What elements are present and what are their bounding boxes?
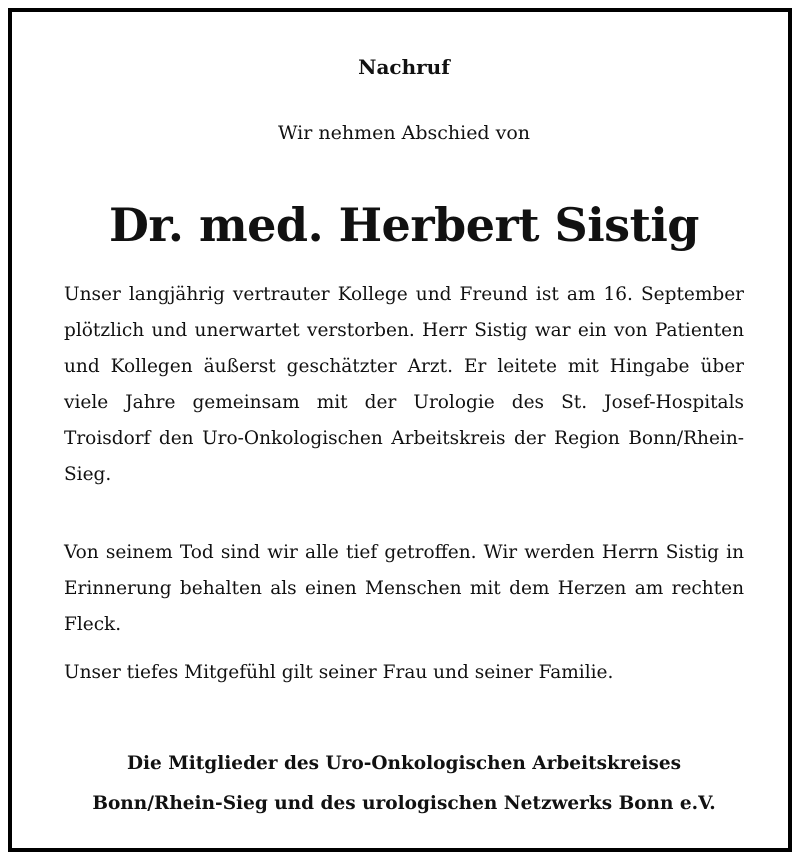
signature-line-2: Bonn/Rhein-Sieg und des urologischen Netzwerks Bonn e.V.: [92, 793, 716, 814]
paragraph-tribute: Unser langjährig vertrauter Kollege und Freund ist am 16. September plötzlich und unerwartet verstorben. Herr Sistig war ein von Patienten und Kollegen äußerst geschätzter Arzt. Er leitete mit Hingabe über viele Jahre gemeinsam mit der Urologie des St. Josef-Hospitals Troisdorf den Uro-Onkologischen Arbeitskreis der Region Bonn/Rhein-Sieg.: [64, 284, 744, 485]
paragraph-remembrance: Von seinem Tod sind wir alle tief getroffen. Wir werden Herrn Sistig in Erinnerung behalten als einen Menschen mit dem Herzen am rechten Fleck.: [64, 542, 744, 635]
intro-text: Wir nehmen Abschied von: [277, 122, 531, 144]
signature-block: [64, 744, 744, 824]
signature-line-1: Die Mitglieder des Uro-Onkologischen Arbeitskreises: [126, 753, 682, 774]
notice-heading: Nachruf: [358, 55, 450, 79]
paragraph-condolence: Unser tiefes Mitgefühl gilt seiner Frau und seiner Familie.: [64, 662, 614, 683]
obituary-frame: [8, 8, 792, 852]
deceased-name: Dr. med. Herbert Sistig: [109, 198, 699, 252]
